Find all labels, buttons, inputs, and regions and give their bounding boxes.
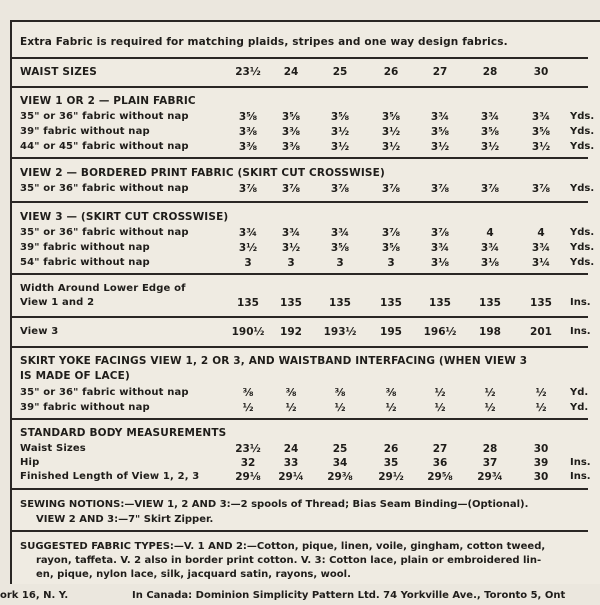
value-cell: 35 bbox=[383, 457, 399, 469]
extra-fabric-note: Extra Fabric is required for matching plaids, stripes and one way design fabrics. bbox=[20, 36, 508, 48]
row-label: 44" or 45" fabric without nap bbox=[20, 141, 189, 152]
value-cell: 3½ bbox=[281, 242, 301, 254]
row-label: 39" fabric without nap bbox=[20, 242, 150, 253]
value-cell: 3¼ bbox=[531, 257, 551, 269]
value-cell: 30 bbox=[533, 66, 549, 78]
value-cell: ½ bbox=[484, 402, 496, 414]
value-cell: ½ bbox=[535, 402, 547, 414]
value-cell: 26 bbox=[383, 443, 399, 455]
value-cell: ½ bbox=[285, 402, 297, 414]
sewing-notions-1: SEWING NOTIONS:—VIEW 1, 2 AND 3:—2 spools of Thread; Bias Seam Binding—(Optional). bbox=[20, 499, 529, 510]
divider bbox=[12, 530, 588, 532]
row-label: 39" fabric without nap bbox=[20, 402, 150, 413]
value-cell: 135 bbox=[479, 297, 501, 309]
value-cell: 201 bbox=[530, 326, 552, 338]
value-cell: 3½ bbox=[381, 126, 401, 138]
value-cell: ⅜ bbox=[285, 387, 297, 399]
value-cell: 193½ bbox=[323, 326, 357, 338]
value-cell: 3⅝ bbox=[480, 126, 500, 138]
value-cell: 3⅞ bbox=[480, 183, 500, 195]
value-cell: 24 bbox=[283, 443, 299, 455]
value-cell: 198 bbox=[479, 326, 501, 338]
value-cell: 3 bbox=[244, 257, 252, 269]
value-cell: 28 bbox=[482, 443, 498, 455]
value-cell: 3⅝ bbox=[381, 242, 401, 254]
width-around-label-1: Width Around Lower Edge of bbox=[20, 283, 186, 294]
value-cell: 135 bbox=[280, 297, 302, 309]
value-cell: 24 bbox=[283, 66, 299, 78]
value-cell: 30 bbox=[533, 443, 549, 455]
fabric-types-3: en, pique, nylon lace, silk, jacquard satin, rayons, wool. bbox=[36, 569, 351, 580]
unit-label: Yd. bbox=[570, 387, 589, 398]
value-cell: ½ bbox=[484, 387, 496, 399]
value-cell: 3½ bbox=[381, 141, 401, 153]
unit-label: Yds. bbox=[570, 257, 595, 268]
value-cell: 192 bbox=[280, 326, 302, 338]
value-cell: 32 bbox=[240, 457, 256, 469]
unit-label: Ins. bbox=[570, 326, 591, 337]
divider bbox=[12, 157, 588, 159]
footer-address-left: ork 16, N. Y. bbox=[0, 590, 69, 601]
value-cell: 3⅝ bbox=[281, 111, 301, 123]
row-label: 54" fabric without nap bbox=[20, 257, 150, 268]
value-cell: ½ bbox=[242, 402, 254, 414]
value-cell: 29½ bbox=[378, 471, 404, 483]
value-cell: 3⅜ bbox=[238, 126, 258, 138]
unit-label: Yds. bbox=[570, 183, 595, 194]
value-cell: 29⅝ bbox=[427, 471, 453, 483]
value-cell: 3½ bbox=[330, 126, 350, 138]
value-cell: 29¼ bbox=[278, 471, 304, 483]
value-cell: 3 bbox=[336, 257, 344, 269]
divider bbox=[12, 57, 588, 59]
unit-label: Yds. bbox=[570, 126, 595, 137]
value-cell: 4 bbox=[486, 227, 494, 239]
yoke-title-1: SKIRT YOKE FACINGS VIEW 1, 2 OR 3, AND WAISTBAND INTERFACING (WHEN VIEW 3 bbox=[20, 355, 528, 367]
value-cell: 3⅞ bbox=[430, 183, 450, 195]
row-label: 35" or 36" fabric without nap bbox=[20, 183, 189, 194]
value-cell: 27 bbox=[432, 443, 448, 455]
value-cell: ½ bbox=[434, 402, 446, 414]
value-cell: 3⅝ bbox=[381, 111, 401, 123]
value-cell: 3 bbox=[287, 257, 295, 269]
value-cell: 30 bbox=[533, 471, 549, 483]
value-cell: 3⅝ bbox=[238, 111, 258, 123]
value-cell: 135 bbox=[429, 297, 451, 309]
row-label: 35" or 36" fabric without nap bbox=[20, 111, 189, 122]
value-cell: 3½ bbox=[330, 141, 350, 153]
value-cell: 135 bbox=[237, 297, 259, 309]
value-cell: 25 bbox=[332, 66, 348, 78]
value-cell: 3⅝ bbox=[531, 126, 551, 138]
unit-label: Yd. bbox=[570, 402, 589, 413]
unit-label: Ins. bbox=[570, 471, 591, 482]
value-cell: ½ bbox=[385, 402, 397, 414]
value-cell: 190½ bbox=[231, 326, 265, 338]
value-cell: 23½ bbox=[235, 66, 261, 78]
row-label: 39" fabric without nap bbox=[20, 126, 150, 137]
value-cell: 3⅜ bbox=[238, 141, 258, 153]
value-cell: 29⅜ bbox=[327, 471, 353, 483]
value-cell: 26 bbox=[383, 66, 399, 78]
view2-title: VIEW 2 — BORDERED PRINT FABRIC (SKIRT CUT CROSSWISE) bbox=[20, 167, 385, 179]
value-cell: 3⅞ bbox=[281, 183, 301, 195]
value-cell: 3¾ bbox=[531, 111, 551, 123]
value-cell: ⅜ bbox=[242, 387, 254, 399]
value-cell: 25 bbox=[332, 443, 348, 455]
value-cell: 3¾ bbox=[330, 227, 350, 239]
divider bbox=[12, 418, 588, 420]
value-cell: 3⅜ bbox=[281, 141, 301, 153]
value-cell: 3½ bbox=[480, 141, 500, 153]
value-cell: 23½ bbox=[235, 443, 261, 455]
divider bbox=[12, 346, 588, 348]
row-label: 35" or 36" fabric without nap bbox=[20, 387, 189, 398]
view12-title: VIEW 1 OR 2 — PLAIN FABRIC bbox=[20, 95, 196, 107]
divider bbox=[12, 86, 588, 88]
value-cell: 29⅛ bbox=[235, 471, 261, 483]
value-cell: 3¾ bbox=[531, 242, 551, 254]
value-cell: 3 bbox=[387, 257, 395, 269]
value-cell: 3¾ bbox=[480, 111, 500, 123]
value-cell: 3¾ bbox=[430, 242, 450, 254]
value-cell: 29¾ bbox=[477, 471, 503, 483]
value-cell: 4 bbox=[537, 227, 545, 239]
value-cell: 3⅞ bbox=[381, 183, 401, 195]
value-cell: 3¾ bbox=[480, 242, 500, 254]
sewing-notions-2: VIEW 2 AND 3:—7" Skirt Zipper. bbox=[36, 514, 214, 525]
divider bbox=[12, 316, 588, 318]
value-cell: 3½ bbox=[430, 141, 450, 153]
fabric-types-1: SUGGESTED FABRIC TYPES:—V. 1 AND 2:—Cotton, pique, linen, voile, gingham, cotton tweed, bbox=[20, 541, 546, 552]
value-cell: 195 bbox=[380, 326, 402, 338]
value-cell: 3⅞ bbox=[531, 183, 551, 195]
value-cell: ⅜ bbox=[385, 387, 397, 399]
row-label: Waist Sizes bbox=[20, 443, 86, 454]
waist-sizes-header: WAIST SIZES bbox=[20, 66, 97, 78]
value-cell: 39 bbox=[533, 457, 549, 469]
value-cell: ½ bbox=[334, 402, 346, 414]
body-measurements-title: STANDARD BODY MEASUREMENTS bbox=[20, 427, 227, 439]
unit-label: Ins. bbox=[570, 457, 591, 468]
value-cell: 37 bbox=[482, 457, 498, 469]
value-cell: 3¾ bbox=[238, 227, 258, 239]
value-cell: 135 bbox=[329, 297, 351, 309]
value-cell: 3⅛ bbox=[430, 257, 450, 269]
unit-label: Yds. bbox=[570, 242, 595, 253]
value-cell: 3½ bbox=[238, 242, 258, 254]
unit-label: Yds. bbox=[570, 227, 595, 238]
divider bbox=[12, 488, 588, 490]
unit-label: Ins. bbox=[570, 297, 591, 308]
value-cell: 3⅞ bbox=[381, 227, 401, 239]
view3-title: VIEW 3 — (SKIRT CUT CROSSWISE) bbox=[20, 211, 229, 223]
width-around-label-2: View 1 and 2 bbox=[20, 297, 95, 308]
value-cell: ½ bbox=[535, 387, 547, 399]
value-cell: 36 bbox=[432, 457, 448, 469]
unit-label: Yds. bbox=[570, 141, 595, 152]
value-cell: 3⅝ bbox=[430, 126, 450, 138]
value-cell: 196½ bbox=[423, 326, 457, 338]
value-cell: 33 bbox=[283, 457, 299, 469]
view3-width-label: View 3 bbox=[20, 326, 59, 337]
value-cell: 3⅝ bbox=[330, 242, 350, 254]
value-cell: ⅜ bbox=[334, 387, 346, 399]
row-label: Hip bbox=[20, 457, 40, 468]
value-cell: 3⅞ bbox=[330, 183, 350, 195]
value-cell: 34 bbox=[332, 457, 348, 469]
value-cell: 3⅛ bbox=[480, 257, 500, 269]
value-cell: ½ bbox=[434, 387, 446, 399]
value-cell: 3⅜ bbox=[281, 126, 301, 138]
footer-address-canada: In Canada: Dominion Simplicity Pattern Ltd. 74 Yorkville Ave., Toronto 5, Ont bbox=[132, 590, 566, 601]
value-cell: 28 bbox=[482, 66, 498, 78]
value-cell: 3⅝ bbox=[330, 111, 350, 123]
yoke-title-2: IS MADE OF LACE) bbox=[20, 370, 130, 382]
row-label: 35" or 36" fabric without nap bbox=[20, 227, 189, 238]
value-cell: 3⅞ bbox=[238, 183, 258, 195]
value-cell: 3¾ bbox=[430, 111, 450, 123]
row-label: Finished Length of View 1, 2, 3 bbox=[20, 471, 200, 482]
value-cell: 27 bbox=[432, 66, 448, 78]
fabric-types-2: rayon, taffeta. V. 2 also in border print cotton. V. 3: Cotton lace, plain or embroidered lin- bbox=[36, 555, 542, 566]
value-cell: 135 bbox=[530, 297, 552, 309]
value-cell: 3¾ bbox=[281, 227, 301, 239]
divider bbox=[12, 201, 588, 203]
unit-label: Yds. bbox=[570, 111, 595, 122]
value-cell: 3½ bbox=[531, 141, 551, 153]
value-cell: 3⅞ bbox=[430, 227, 450, 239]
value-cell: 135 bbox=[380, 297, 402, 309]
divider bbox=[12, 273, 588, 275]
